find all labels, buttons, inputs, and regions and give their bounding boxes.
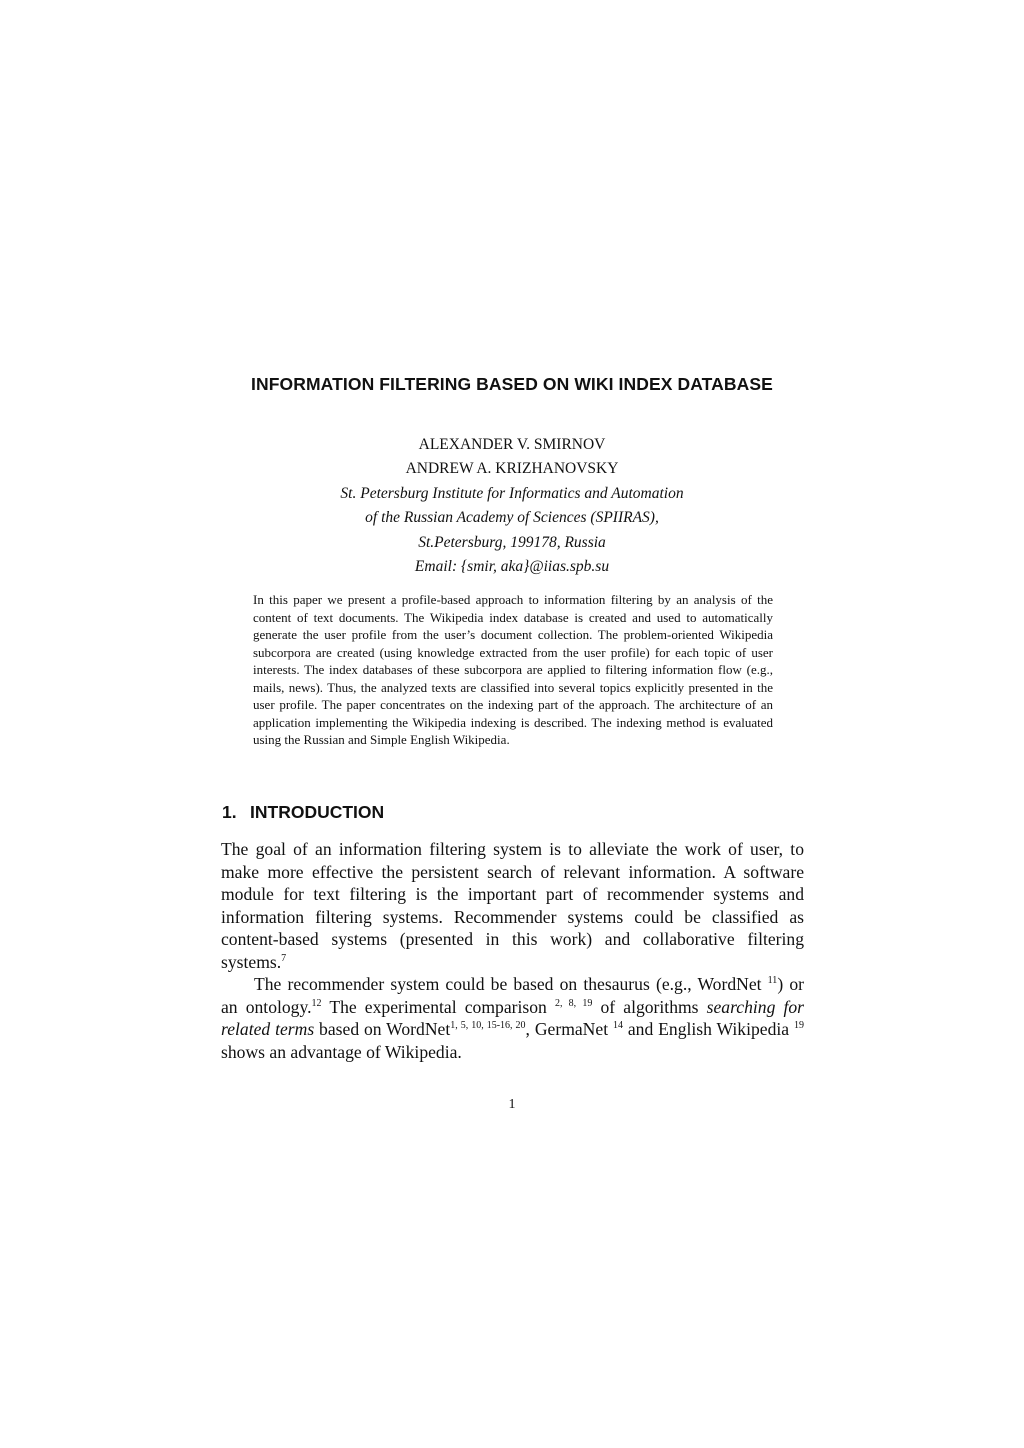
paragraph-text: ) or an ontology. bbox=[221, 974, 804, 1017]
abstract: In this paper we present a profile-based approach to information filtering by an analysis of the content of text documents. The Wikipedia index database is created and used to automatically generate the user profile from the user’s document collection. The problem-oriented Wikipedia subcorpora are created (using knowledge extracted from the user profile) for each topic of user interests. The index databases of these subcorpora are applied to filtering information flow (e.g., mails, news). Thus, the analyzed texts are classified into several topics explicitly presented in the user profile. The paper concentrates on the indexing part of the approach. The architecture of an application implementing the Wikipedia indexing is described. The indexing method is evaluated using the Russian and Simple English Wikipedia. bbox=[253, 592, 773, 747]
citation-ref: 12 bbox=[311, 997, 322, 1009]
citation-ref: 11 bbox=[767, 975, 778, 986]
paragraph-text: of algorithms bbox=[592, 996, 707, 1017]
author-name: ALEXANDER V. SMIRNOV bbox=[418, 436, 606, 453]
section-number: 1. bbox=[222, 802, 237, 822]
affiliation-block bbox=[0, 482, 1024, 579]
affiliation-line: St.Petersburg, 199178, Russia bbox=[418, 533, 606, 551]
section-body bbox=[221, 838, 804, 1063]
affiliation-line: St. Petersburg Institute for Informatics and Automation bbox=[340, 485, 684, 502]
paragraph-text: based on WordNet bbox=[314, 1019, 451, 1039]
author-name: ANDREW A. KRIZHANOVSKY bbox=[405, 460, 619, 477]
author-list bbox=[0, 433, 1024, 481]
citation-ref: 14 bbox=[612, 1020, 623, 1031]
paragraph-text: The experimental comparison bbox=[321, 996, 547, 1017]
paragraph-text: , GermaNet bbox=[525, 1019, 609, 1039]
paragraph-text: shows an advantage of Wikipedia. bbox=[221, 1041, 462, 1062]
emphasized-text: searching for related terms bbox=[221, 996, 805, 1039]
paragraph-text: The recommender system could be based on thesaurus (e.g., WordNet bbox=[254, 974, 762, 994]
citation-ref: 19 bbox=[793, 1020, 804, 1031]
paragraph-text: The goal of an information filtering system is to alleviate the work of user, to make more effective the persistent search of relevant information. A software module for text filtering is the important part of recommender systems and information filtering systems. Recommender systems could be classified as content-based systems (presented in this work) and collaborative filtering systems. bbox=[221, 839, 804, 972]
section-heading bbox=[222, 802, 384, 823]
section-title: INTRODUCTION bbox=[250, 802, 385, 822]
author-email: Email: {smir, aka}@iias.spb.su bbox=[414, 557, 610, 575]
affiliation-line: of the Russian Academy of Sciences (SPIIRAS), bbox=[365, 509, 659, 527]
paragraph bbox=[221, 838, 804, 973]
citation-ref: 1, 5, 10, 15-16, 20 bbox=[450, 1020, 526, 1031]
citation-ref: 2, 8, 19 bbox=[554, 997, 593, 1009]
citation-ref: 7 bbox=[281, 952, 287, 964]
paragraph bbox=[221, 973, 804, 1063]
paper-title: INFORMATION FILTERING BASED ON WIKI INDEX DATABASE bbox=[251, 374, 773, 394]
page-number: 1 bbox=[508, 1097, 516, 1112]
paragraph-text: and English Wikipedia bbox=[622, 1019, 790, 1039]
